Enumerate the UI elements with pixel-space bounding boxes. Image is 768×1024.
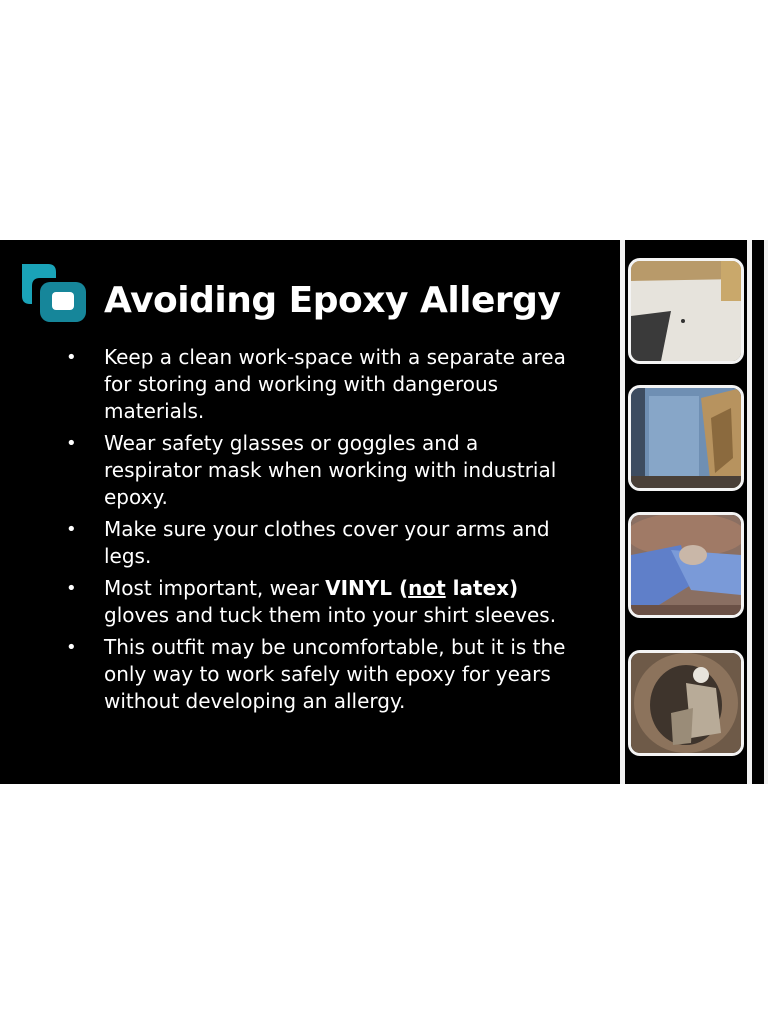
pipe-worker-photo — [628, 650, 744, 756]
bullet-text: This outfit may be uncomfortable, but it is the only way to work safely with epoxy for years without developing an allergy. — [104, 635, 566, 713]
bullet-list — [60, 344, 570, 720]
latex-emphasis: latex) — [445, 576, 519, 600]
wall-panel-photo-image — [631, 388, 741, 488]
worker-in-protective-gear-photo — [628, 512, 744, 618]
slide-title: Avoiding Epoxy Allergy — [104, 280, 561, 321]
list-item — [60, 634, 570, 715]
worker-in-protective-gear-photo-image — [631, 515, 741, 615]
list-item — [60, 344, 570, 425]
bullet-text-post: gloves and tuck them into your shirt sleeves. — [104, 603, 557, 627]
slide — [0, 240, 768, 784]
right-edge-bar — [764, 240, 768, 784]
bullet-icon: • — [66, 637, 77, 658]
list-item — [60, 430, 570, 511]
bullet-text: Keep a clean work-space with a separate area for storing and working with dangerous materials. — [104, 345, 566, 423]
bullet-icon: • — [66, 433, 77, 454]
list-item — [60, 516, 570, 570]
list-item — [60, 575, 570, 629]
pipe-worker-photo-image — [631, 653, 741, 753]
wall-panel-photo — [628, 385, 744, 491]
bullet-text: Wear safety glasses or goggles and a respirator mask when working with industrial epoxy. — [104, 431, 557, 509]
paren-open: ( — [392, 576, 409, 600]
bullet-text — [104, 576, 556, 627]
film-edge-left — [620, 240, 625, 784]
bullet-icon: • — [66, 347, 77, 368]
floor-photo — [628, 258, 744, 364]
bullet-text-pre: Most important, wear — [104, 576, 326, 600]
right-gap — [752, 240, 764, 784]
not-emphasis: not — [408, 576, 446, 600]
bullet-text: Make sure your clothes cover your arms and legs. — [104, 517, 550, 568]
floor-photo-image — [631, 261, 741, 361]
film-strip — [620, 240, 752, 784]
logo-icon — [18, 260, 90, 324]
bullet-icon: • — [66, 519, 77, 540]
bullet-icon: • — [66, 578, 77, 599]
vinyl-emphasis: VINYL — [325, 576, 393, 600]
